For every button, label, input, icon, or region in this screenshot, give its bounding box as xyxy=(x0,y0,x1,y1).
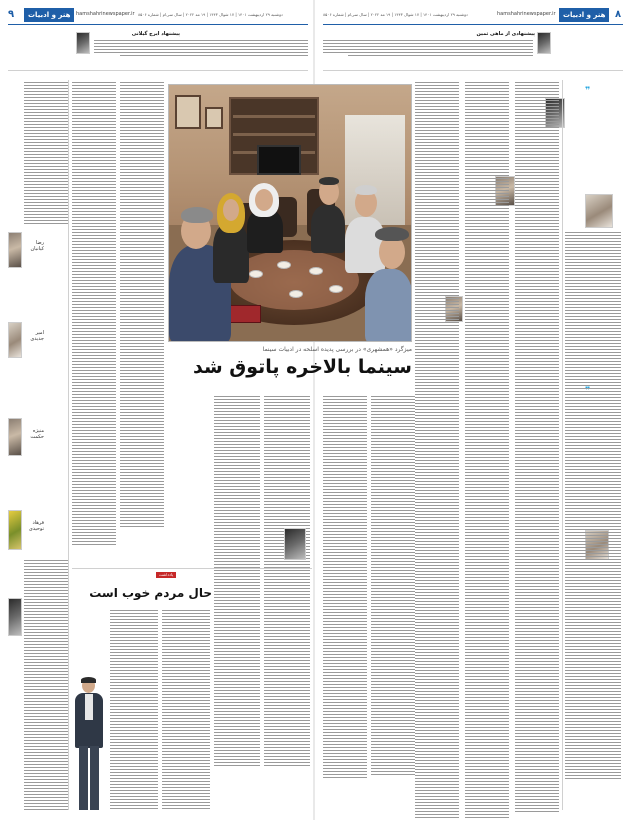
text-column xyxy=(120,82,164,529)
columnist-photo xyxy=(537,32,551,54)
section-badge: هنر و ادبیات xyxy=(24,8,74,22)
column-rule xyxy=(562,80,563,810)
site-domain: hamshahrinewspaper.ir xyxy=(76,11,135,17)
photo-caption: رضا کیانیان xyxy=(30,240,44,252)
photo-caption: فرهاد توحیدی xyxy=(28,520,44,532)
secondary-headline: حال مردم خوب است xyxy=(89,586,212,600)
page-header-right xyxy=(323,8,623,22)
text-column xyxy=(264,396,310,768)
page-header-left xyxy=(8,8,308,22)
text-column xyxy=(162,610,210,811)
text-column xyxy=(24,82,68,226)
section-label: یادداشت xyxy=(156,572,176,578)
photo-caption: منیژه حکمت xyxy=(30,428,44,440)
person-photo xyxy=(585,194,613,228)
text-column xyxy=(72,82,116,547)
column-title: پیشنهاد ایرج گیلانی xyxy=(131,31,180,37)
roundtable-photo xyxy=(168,84,412,342)
date-line: دوشنبه ۲۹ اردیبهشت ۱۴۰۱ | ۱۷ شوال ۱۴۴۳ | ۱۹ مه ۲۰۲۲ | سال سی‌ام | شماره ۸۵۰۶ xyxy=(323,12,468,17)
header-rule xyxy=(8,24,308,25)
feature-headline: سینما بالاخره پاتوق شد xyxy=(192,356,412,378)
person-photo xyxy=(8,598,22,636)
text-column xyxy=(323,396,367,780)
page-number: ۸ xyxy=(615,9,622,20)
text-column xyxy=(565,232,621,781)
section-badge: هنر و ادبیات xyxy=(559,8,609,22)
photo-caption: امیر جدیدی xyxy=(30,330,44,342)
column-text xyxy=(323,40,533,58)
person-photo xyxy=(284,528,306,560)
page-number: ۹ xyxy=(8,9,15,20)
site-domain: hamshahrinewspaper.ir xyxy=(497,11,556,17)
person-photo xyxy=(8,418,22,456)
text-column xyxy=(24,560,68,812)
person-photo xyxy=(8,510,22,550)
date-line: دوشنبه ۲۹ اردیبهشت ۱۴۰۱ | ۱۷ شوال ۱۴۴۳ | ۱۹ مه ۲۰۲۲ | سال سی‌ام | شماره ۸۵۰۶ xyxy=(138,12,283,17)
text-column xyxy=(110,610,158,811)
column-title: پیشنهادی از ماهی ثمین xyxy=(476,31,535,37)
columnist-photo xyxy=(76,32,90,54)
feature-kicker: میزگرد «همشهری» در بررسی پدیده اسلحه در ادبیات سینما xyxy=(262,346,412,353)
person-photo xyxy=(8,232,22,268)
text-column xyxy=(371,396,415,777)
header-rule xyxy=(323,24,623,25)
column-rule xyxy=(68,80,69,810)
person-photo xyxy=(8,322,22,358)
standing-man-photo xyxy=(72,678,106,814)
rule xyxy=(8,70,308,71)
column-text xyxy=(94,40,308,58)
text-column xyxy=(415,82,459,820)
quote-icon: ❞ xyxy=(585,86,591,96)
text-column xyxy=(515,82,559,814)
text-column xyxy=(465,82,509,820)
text-column xyxy=(214,396,260,768)
rule xyxy=(323,70,623,71)
